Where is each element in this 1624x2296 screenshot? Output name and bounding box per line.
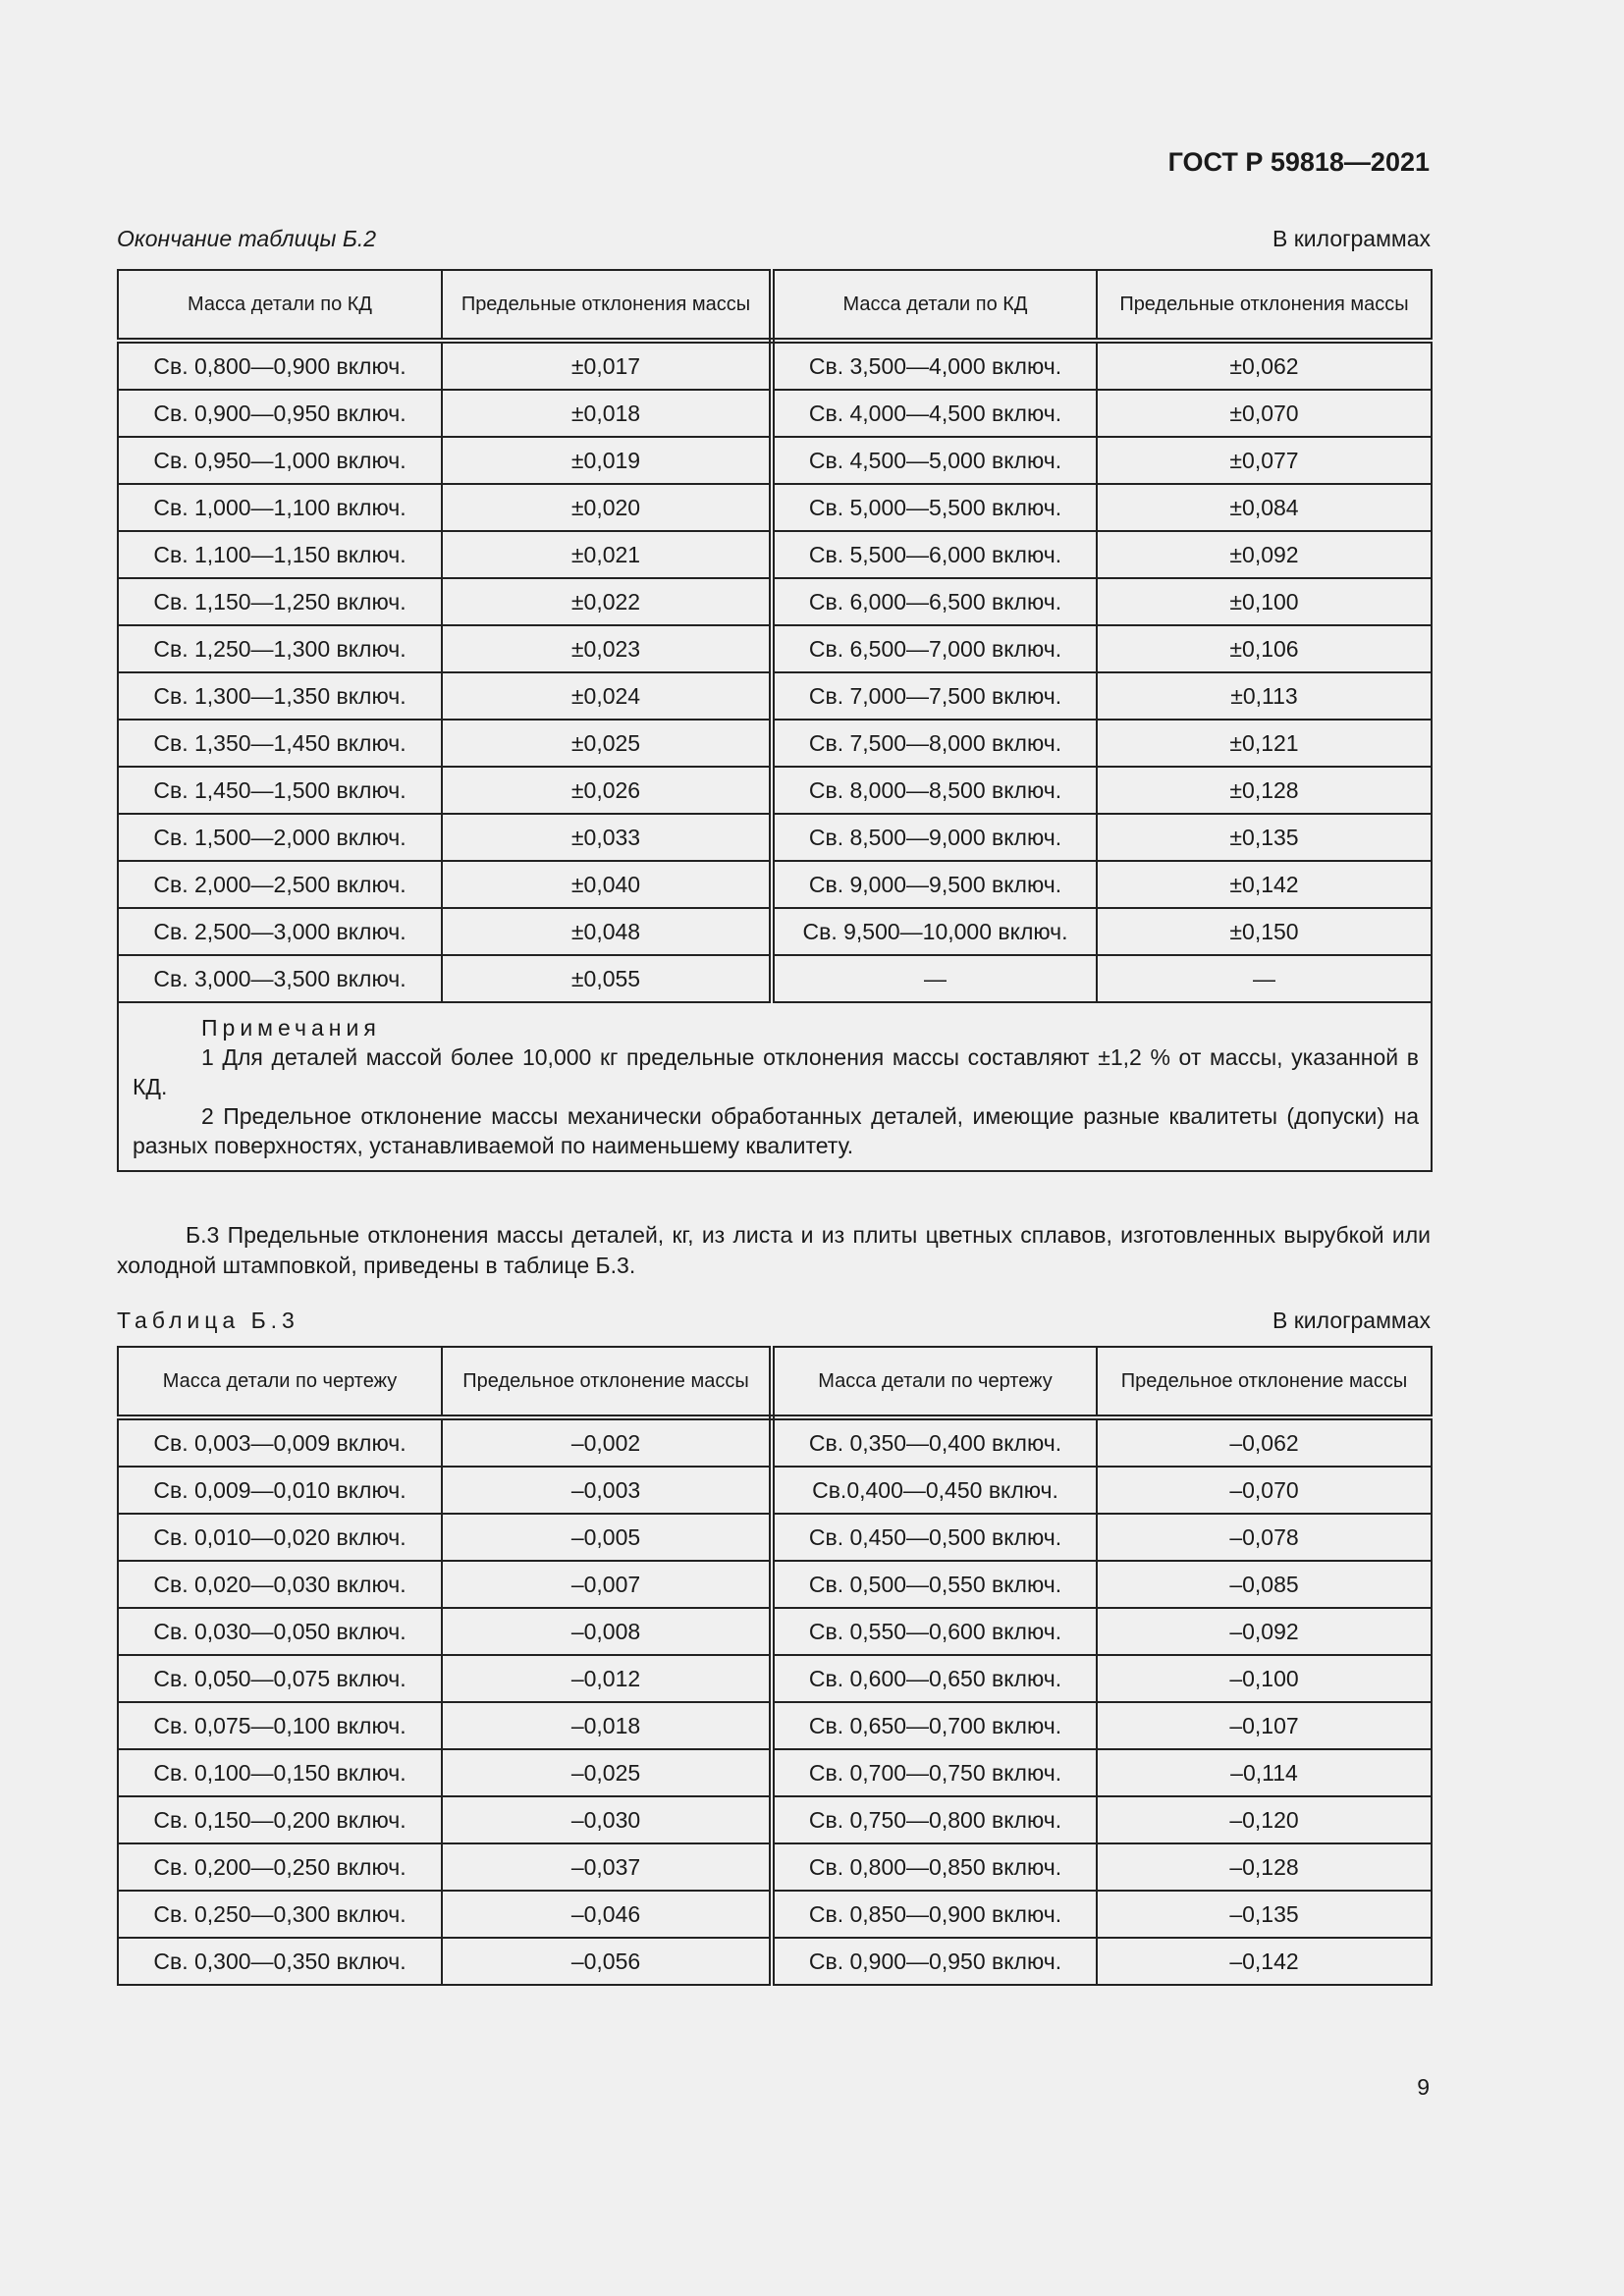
table-b2-header-row xyxy=(118,270,1432,341)
table-cell: ±0,024 xyxy=(442,672,772,720)
notes-heading: Примечания xyxy=(201,1015,381,1041)
table-cell: Св. 0,010—0,020 включ. xyxy=(118,1514,442,1561)
table-cell: –0,078 xyxy=(1097,1514,1432,1561)
table-b3-caption-row xyxy=(117,1307,1431,1334)
table-cell: –0,008 xyxy=(442,1608,772,1655)
table-cell: Св. 4,000—4,500 включ. xyxy=(772,390,1097,437)
table-cell: Св. 0,500—0,550 включ. xyxy=(772,1561,1097,1608)
table-cell: Св. 1,500—2,000 включ. xyxy=(118,814,442,861)
table-cell: Св. 0,100—0,150 включ. xyxy=(118,1749,442,1796)
table-cell: Св. 0,750—0,800 включ. xyxy=(772,1796,1097,1843)
paragraph-b3: Б.3 Предельные отклонения массы деталей, кг, из листа и из плиты цветных сплавов, изготовленных вырубкой или холодной штамповкой, приведены в таблице Б.3. xyxy=(117,1222,1431,1278)
table-cell: Св. 0,800—0,850 включ. xyxy=(772,1843,1097,1891)
table-cell: Св. 1,300—1,350 включ. xyxy=(118,672,442,720)
table-row xyxy=(118,861,1432,908)
table-cell: Св. 0,450—0,500 включ. xyxy=(772,1514,1097,1561)
table-b3-units: В килограммах xyxy=(1272,1308,1431,1333)
table-cell: Св. 8,000—8,500 включ. xyxy=(772,767,1097,814)
table-row xyxy=(118,1417,1432,1467)
table-cell: Св. 5,000—5,500 включ. xyxy=(772,484,1097,531)
table-cell: Св. 0,800—0,900 включ. xyxy=(118,341,442,390)
table-cell: ±0,142 xyxy=(1097,861,1432,908)
table-row xyxy=(118,1608,1432,1655)
table-cell: –0,062 xyxy=(1097,1417,1432,1467)
table-cell: ±0,121 xyxy=(1097,720,1432,767)
table-cell: ±0,092 xyxy=(1097,531,1432,578)
table-cell: ±0,048 xyxy=(442,908,772,955)
column-header: Предельное отклонение массы xyxy=(1097,1347,1432,1417)
table-b3-caption: Таблица Б.3 xyxy=(117,1308,299,1333)
table-cell: Св. 8,500—9,000 включ. xyxy=(772,814,1097,861)
table-cell: –0,107 xyxy=(1097,1702,1432,1749)
table-row xyxy=(118,672,1432,720)
table-row xyxy=(118,1843,1432,1891)
table-cell: ±0,055 xyxy=(442,955,772,1002)
table-cell: ±0,033 xyxy=(442,814,772,861)
table-cell: ±0,113 xyxy=(1097,672,1432,720)
table-cell: –0,070 xyxy=(1097,1467,1432,1514)
table-cell: — xyxy=(1097,955,1432,1002)
table-cell: Св. 0,009—0,010 включ. xyxy=(118,1467,442,1514)
table-cell: –0,092 xyxy=(1097,1608,1432,1655)
table-cell: Св. 0,600—0,650 включ. xyxy=(772,1655,1097,1702)
table-cell: Св. 7,000—7,500 включ. xyxy=(772,672,1097,720)
note-item: 2 Предельное отклонение массы механически обработанных деталей, имеющие разные квалитеты (допуски) на разных поверхностях, устанавливаемой по наименьшему квалитету. xyxy=(133,1103,1419,1158)
table-cell: –0,018 xyxy=(442,1702,772,1749)
table-cell: ±0,025 xyxy=(442,720,772,767)
table-cell: ±0,023 xyxy=(442,625,772,672)
table-cell: Св. 0,550—0,600 включ. xyxy=(772,1608,1097,1655)
table-cell: Св. 0,900—0,950 включ. xyxy=(118,390,442,437)
table-cell: Св. 0,300—0,350 включ. xyxy=(118,1938,442,1985)
table-cell: ±0,100 xyxy=(1097,578,1432,625)
table-cell: –0,128 xyxy=(1097,1843,1432,1891)
table-cell: Св. 0,650—0,700 включ. xyxy=(772,1702,1097,1749)
table-row xyxy=(118,1891,1432,1938)
table-cell: ±0,106 xyxy=(1097,625,1432,672)
table-cell: Св. 1,100—1,150 включ. xyxy=(118,531,442,578)
table-cell: –0,007 xyxy=(442,1561,772,1608)
column-header: Предельные отклонения массы xyxy=(1097,270,1432,341)
table-cell: Св. 3,000—3,500 включ. xyxy=(118,955,442,1002)
table-cell: –0,142 xyxy=(1097,1938,1432,1985)
table-cell: Св. 5,500—6,000 включ. xyxy=(772,531,1097,578)
table-cell: –0,030 xyxy=(442,1796,772,1843)
table-cell: Св. 4,500—5,000 включ. xyxy=(772,437,1097,484)
table-cell: –0,056 xyxy=(442,1938,772,1985)
table-cell: Св. 0,350—0,400 включ. xyxy=(772,1417,1097,1467)
column-header: Предельные отклонения массы xyxy=(442,270,772,341)
table-row xyxy=(118,1514,1432,1561)
table-cell: Св. 1,000—1,100 включ. xyxy=(118,484,442,531)
table-cell: Св. 0,200—0,250 включ. xyxy=(118,1843,442,1891)
table-row xyxy=(118,1467,1432,1514)
table-b2 xyxy=(117,269,1433,1172)
table-cell: Св. 0,700—0,750 включ. xyxy=(772,1749,1097,1796)
table-b3-header-row xyxy=(118,1347,1432,1417)
table-row xyxy=(118,1561,1432,1608)
table-cell: –0,085 xyxy=(1097,1561,1432,1608)
page-number: 9 xyxy=(1417,2074,1430,2100)
table-cell: –0,003 xyxy=(442,1467,772,1514)
table-row xyxy=(118,390,1432,437)
table-row xyxy=(118,1796,1432,1843)
table-cell: Св. 9,500—10,000 включ. xyxy=(772,908,1097,955)
table-row xyxy=(118,484,1432,531)
table-cell: –0,100 xyxy=(1097,1655,1432,1702)
table-cell: –0,005 xyxy=(442,1514,772,1561)
table-cell: –0,002 xyxy=(442,1417,772,1467)
table-cell: Св. 1,150—1,250 включ. xyxy=(118,578,442,625)
table-row xyxy=(118,437,1432,484)
table-cell: ±0,070 xyxy=(1097,390,1432,437)
table-cell: Св. 0,150—0,200 включ. xyxy=(118,1796,442,1843)
table-cell: ±0,128 xyxy=(1097,767,1432,814)
table-row xyxy=(118,1938,1432,1985)
table-cell: ±0,084 xyxy=(1097,484,1432,531)
table-cell: Св. 0,950—1,000 включ. xyxy=(118,437,442,484)
table-cell: Св.0,400—0,450 включ. xyxy=(772,1467,1097,1514)
table-cell: ±0,077 xyxy=(1097,437,1432,484)
table-cell: Св. 1,450—1,500 включ. xyxy=(118,767,442,814)
table-cell: –0,037 xyxy=(442,1843,772,1891)
table-cell: ±0,040 xyxy=(442,861,772,908)
table-cell: Св. 0,850—0,900 включ. xyxy=(772,1891,1097,1938)
table-cell: Св. 0,003—0,009 включ. xyxy=(118,1417,442,1467)
table-cell: Св. 0,900—0,950 включ. xyxy=(772,1938,1097,1985)
table-cell: Св. 7,500—8,000 включ. xyxy=(772,720,1097,767)
table-row xyxy=(118,531,1432,578)
table-cell: ±0,062 xyxy=(1097,341,1432,390)
table-cell: ±0,020 xyxy=(442,484,772,531)
table-cell: Св. 0,250—0,300 включ. xyxy=(118,1891,442,1938)
table-cell: Св. 6,000—6,500 включ. xyxy=(772,578,1097,625)
table-cell: –0,046 xyxy=(442,1891,772,1938)
table-cell: Св. 0,075—0,100 включ. xyxy=(118,1702,442,1749)
table-b2-notes-row xyxy=(118,1002,1432,1171)
table-notes xyxy=(118,1002,1432,1171)
column-header: Масса детали по чертежу xyxy=(118,1347,442,1417)
table-row xyxy=(118,767,1432,814)
table-cell: ±0,021 xyxy=(442,531,772,578)
table-cell: — xyxy=(772,955,1097,1002)
table-row xyxy=(118,1749,1432,1796)
table-cell: Св. 1,350—1,450 включ. xyxy=(118,720,442,767)
table-b2-caption-row xyxy=(117,225,1431,252)
table-cell: Св. 2,000—2,500 включ. xyxy=(118,861,442,908)
table-row xyxy=(118,814,1432,861)
table-row xyxy=(118,625,1432,672)
document-code: ГОСТ Р 59818—2021 xyxy=(1167,147,1430,177)
table-cell: ±0,026 xyxy=(442,767,772,814)
table-row xyxy=(118,1655,1432,1702)
table-cell: –0,114 xyxy=(1097,1749,1432,1796)
table-cell: –0,025 xyxy=(442,1749,772,1796)
table-cell: –0,135 xyxy=(1097,1891,1432,1938)
table-row xyxy=(118,1702,1432,1749)
table-cell: ±0,017 xyxy=(442,341,772,390)
table-cell: Св. 3,500—4,000 включ. xyxy=(772,341,1097,390)
note-item: 1 Для деталей массой более 10,000 кг предельные отклонения массы составляют ±1,2 % от массы, указанной в КД. xyxy=(133,1044,1419,1099)
column-header: Масса детали по КД xyxy=(118,270,442,341)
table-cell: Св. 2,500—3,000 включ. xyxy=(118,908,442,955)
table-cell: –0,120 xyxy=(1097,1796,1432,1843)
table-cell: Св. 0,030—0,050 включ. xyxy=(118,1608,442,1655)
table-cell: Св. 9,000—9,500 включ. xyxy=(772,861,1097,908)
table-cell: Св. 1,250—1,300 включ. xyxy=(118,625,442,672)
table-row xyxy=(118,578,1432,625)
table-cell: ±0,135 xyxy=(1097,814,1432,861)
table-cell: ±0,022 xyxy=(442,578,772,625)
table-b3 xyxy=(117,1346,1433,1986)
table-cell: –0,012 xyxy=(442,1655,772,1702)
table-row xyxy=(118,720,1432,767)
table-row xyxy=(118,341,1432,390)
table-cell: ±0,018 xyxy=(442,390,772,437)
table-b2-caption: Окончание таблицы Б.2 xyxy=(117,226,377,251)
table-cell: Св. 0,020—0,030 включ. xyxy=(118,1561,442,1608)
table-row xyxy=(118,908,1432,955)
table-cell: ±0,019 xyxy=(442,437,772,484)
table-cell: ±0,150 xyxy=(1097,908,1432,955)
table-b2-units: В килограммах xyxy=(1272,226,1431,251)
column-header: Предельное отклонение массы xyxy=(442,1347,772,1417)
column-header: Масса детали по КД xyxy=(772,270,1097,341)
table-row xyxy=(118,955,1432,1002)
column-header: Масса детали по чертежу xyxy=(772,1347,1097,1417)
table-cell: Св. 0,050—0,075 включ. xyxy=(118,1655,442,1702)
table-cell: Св. 6,500—7,000 включ. xyxy=(772,625,1097,672)
